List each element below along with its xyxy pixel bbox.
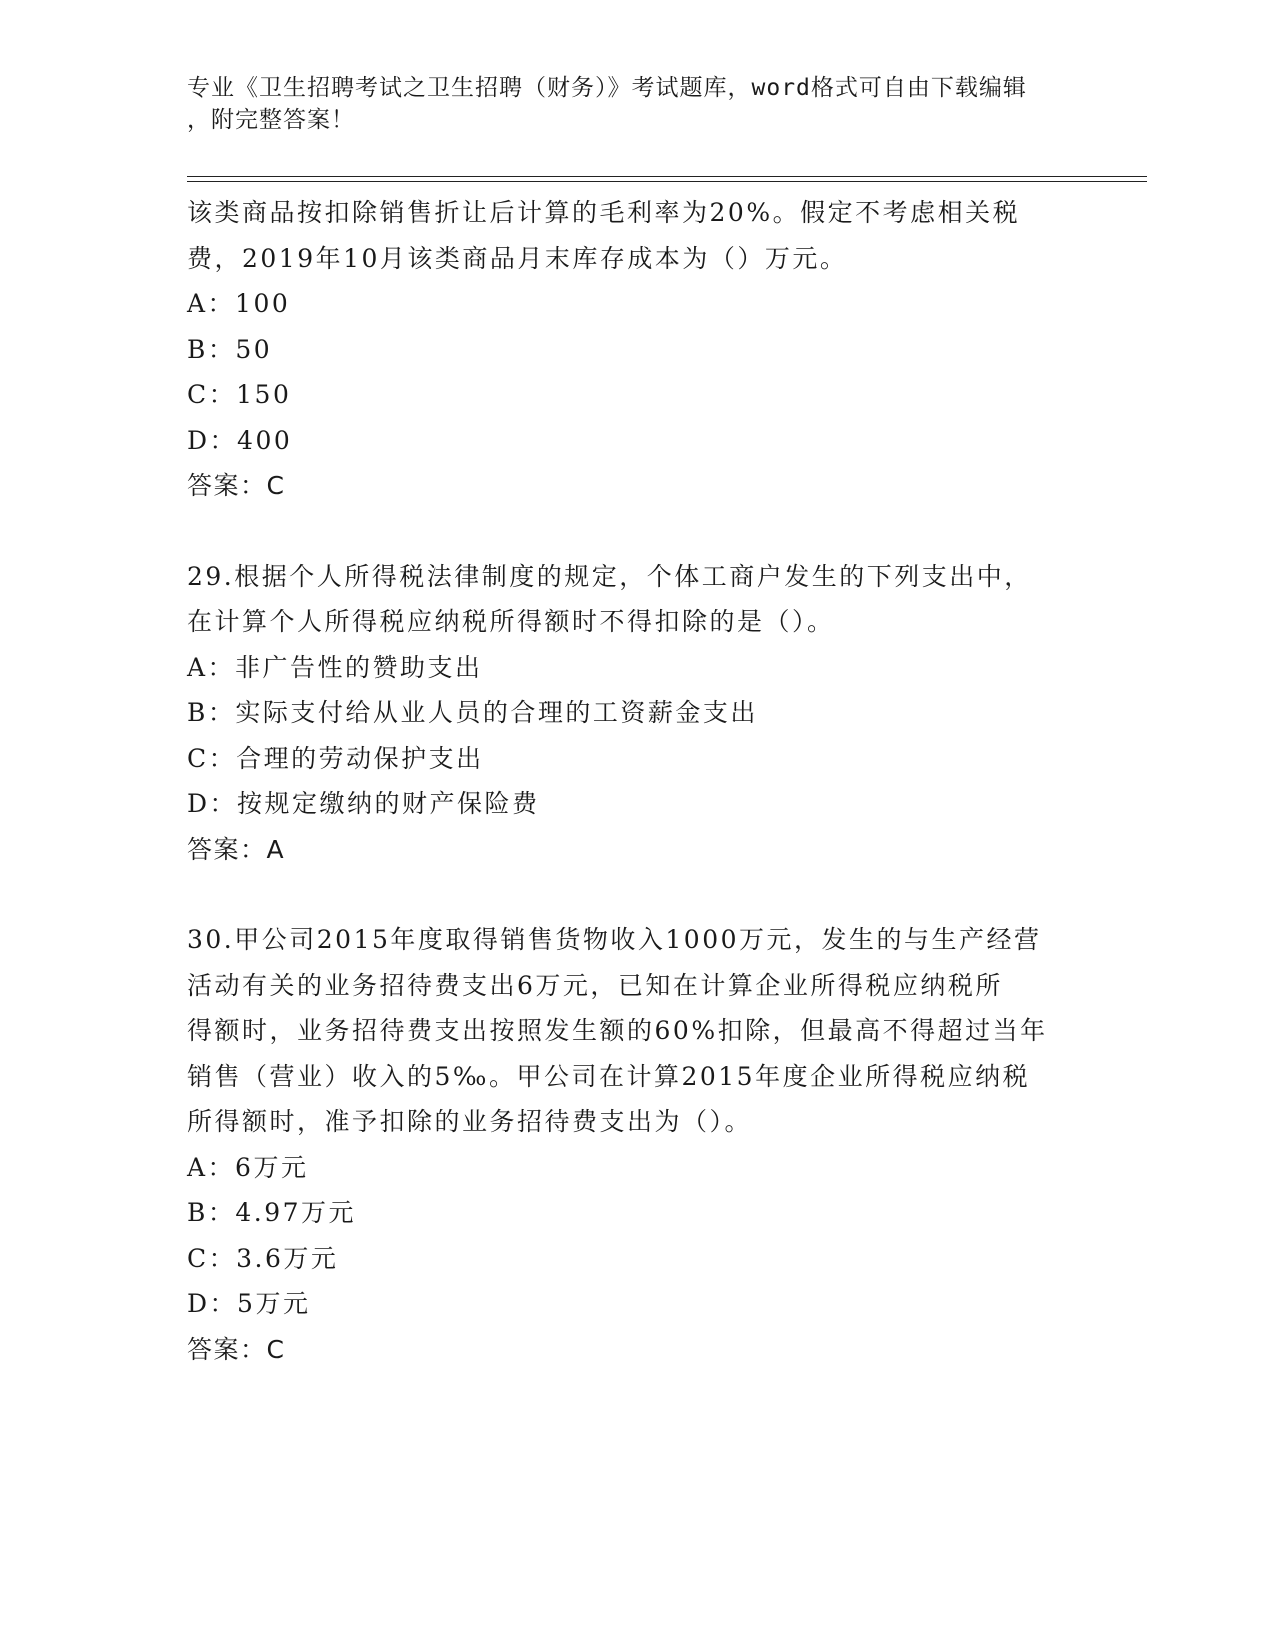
question-stem-line: 销售（营业）收入的5‰。甲公司在计算2015年度企业所得税应纳税 — [187, 1061, 1031, 1091]
option-a: A：6万元 — [187, 1152, 309, 1182]
question-stem-line: 该类商品按扣除销售折让后计算的毛利率为20%。假定不考虑相关税 — [187, 198, 1021, 227]
question-stem-line: 费，2019年10月该类商品月末库存成本为（）万元。 — [187, 243, 848, 273]
option-b: B：实际支付给从业人员的合理的工资薪金支出 — [187, 698, 758, 727]
question-stem-line: 29.根据个人所得税法律制度的规定，个体工商户发生的下列支出中， — [187, 561, 1032, 591]
option-c: C：3.6万元 — [187, 1243, 339, 1273]
answer-line: 答案：A — [187, 834, 286, 864]
answer-line: 答案：C — [187, 471, 286, 500]
header-divider-bottom — [187, 181, 1147, 182]
question-spacer — [187, 509, 1087, 554]
question-28 — [187, 190, 1087, 509]
header-divider-top — [187, 176, 1147, 177]
question-list — [187, 190, 1087, 1372]
question-30 — [187, 917, 1087, 1372]
question-stem-line: 所得额时，准予扣除的业务招待费支出为（）。 — [187, 1107, 753, 1136]
question-spacer — [187, 872, 1087, 917]
header-line-1: 专业《卫生招聘考试之卫生招聘（财务）》考试题库，word格式可自由下载编辑 — [187, 75, 1027, 101]
header-line-2: ，附完整答案！ — [187, 107, 355, 133]
option-c: C：150 — [187, 380, 292, 409]
answer-line: 答案：C — [187, 1334, 286, 1364]
option-a: A：100 — [187, 289, 291, 318]
question-stem-line: 30.甲公司2015年度取得销售货物收入1000万元，发生的与生产经营 — [187, 925, 1042, 954]
question-stem-line: 得额时，业务招待费支出按照发生额的60%扣除，但最高不得超过当年 — [187, 1016, 1048, 1045]
question-stem-line: 在计算个人所得税应纳税所得额时不得扣除的是（）。 — [187, 607, 835, 636]
question-29 — [187, 554, 1087, 873]
option-d: D：按规定缴纳的财产保险费 — [187, 789, 540, 818]
option-b: B：50 — [187, 334, 273, 364]
option-d: D：400 — [187, 425, 293, 455]
question-stem-line: 活动有关的业务招待费支出6万元，已知在计算企业所得税应纳税所 — [187, 970, 1003, 1000]
option-b: B：4.97万元 — [187, 1198, 357, 1227]
option-d: D：5万元 — [187, 1289, 311, 1318]
document-header — [187, 72, 1067, 136]
option-c: C：合理的劳动保护支出 — [187, 743, 484, 773]
option-a: A：非广告性的赞助支出 — [187, 652, 483, 682]
